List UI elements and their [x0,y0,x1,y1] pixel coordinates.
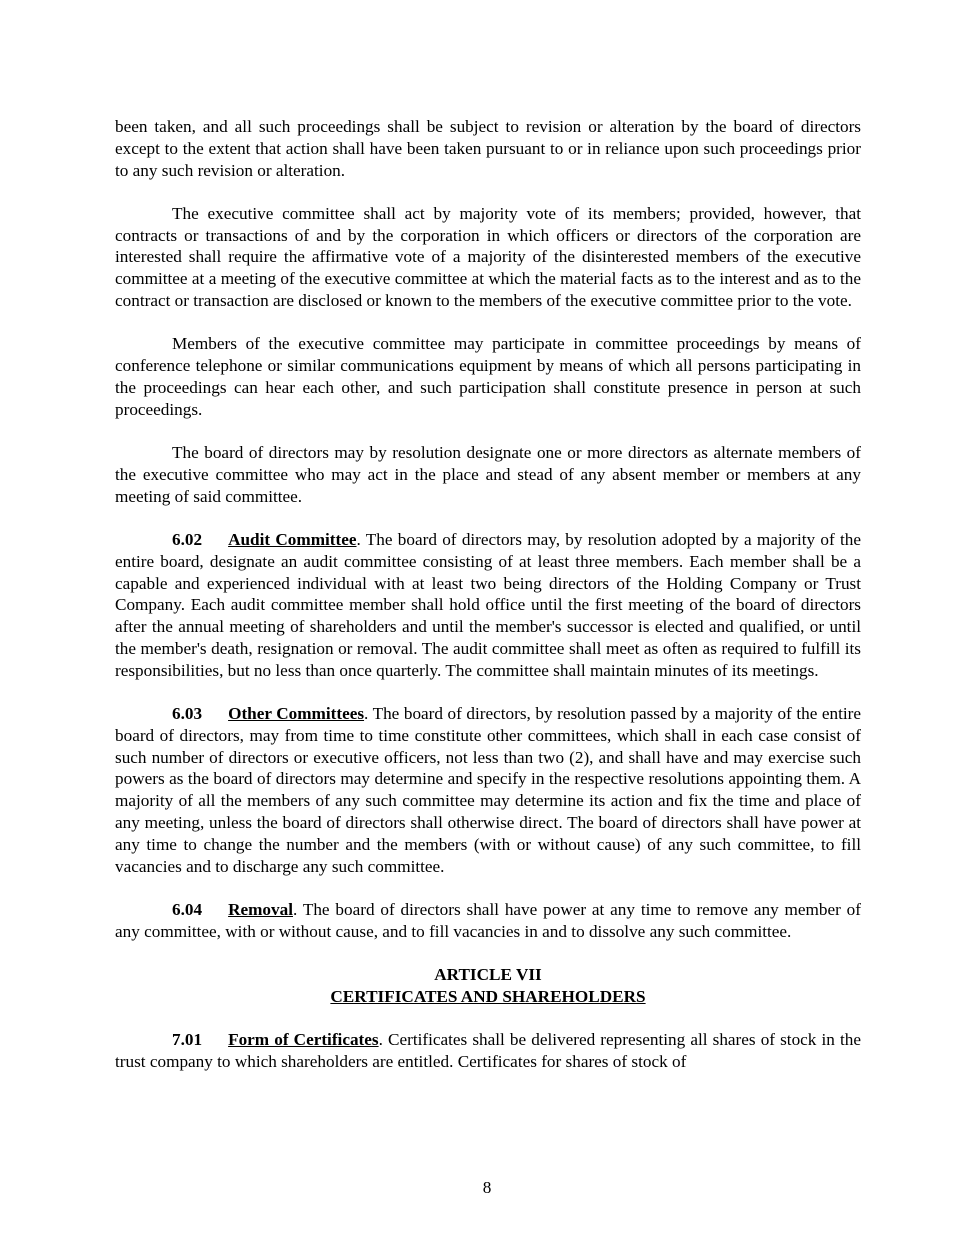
document-body [115,116,861,1094]
section-text: . The board of directors shall have power at any time to remove any member of any committee, with or without cause, and to fill vacancies in and to dissolve any such committee. [115,899,861,941]
article-number: ARTICLE VII [434,965,542,984]
section-number: 7.01 [172,1030,203,1050]
section-title: Form of Certificates [228,1030,379,1050]
section-7-01 [115,1029,861,1073]
article-heading [115,964,861,1008]
section-number: 6.02 [172,529,203,549]
section-6-04 [115,899,861,943]
article-title: CERTIFICATES AND SHAREHOLDERS [330,986,646,1006]
section-number: 6.04 [172,899,203,919]
section-title: Removal [228,899,293,919]
page-number: 8 [482,1178,492,1197]
section-text: . The board of directors, by resolution passed by a majority of the entire board of directors, may from time to time constitute other committees, which shall in each case consist of such number of directors or executive officers, not less than two (2), and shall have and may exercise such powers as the board of directors may determine and specify in the respective resolutions appointing them. A majority of all the members of any such committee may determine its action and fix the time and place of any meeting, unless the board of directors shall otherwise direct. The board of directors shall have power at any time to change the number and the members (with or without cause) of any such committee, to fill vacancies and to discharge any such committee. [115,704,861,876]
section-title: Other Committees [228,704,365,724]
section-6-03 [115,703,861,877]
section-text: . Certificates shall be delivered representing all shares of stock in the trust company to which shareholders are entitled. Certificates for shares of stock of [115,1030,861,1071]
paragraph-alternate-members: The board of directors may by resolution designate one or more directors as alternate members of the executive committee who may act in the place and stead of any absent member or members at any meeting of said committee. [115,443,861,506]
paragraph-majority-vote: The executive committee shall act by majority vote of its members; provided, however, that contracts or transactions of and by the corporation in which officers or directors of the corporation are interested shall require the affirmative vote of a majority of the disinterested members of the executive committee at a meeting of the executive committee at which the material facts as to the interest and as to the contract or transaction are disclosed or known to the members of the executive committee prior to the vote. [115,203,861,311]
paragraph-conference-telephone: Members of the executive committee may participate in committee proceedings by means of conference telephone or similar communications equipment by means of which all persons participating in the proceedings can hear each other, and such participation shall constitute presence in person at such proceedings. [115,334,861,419]
section-title: Audit Committee [228,529,357,549]
paragraph-continuation: been taken, and all such proceedings shall be subject to revision or alteration by the board of directors except to the extent that action shall have been taken pursuant to or in reliance upon such proceedings prior to any such revision or alteration. [115,117,861,180]
section-text: . The board of directors may, by resolution adopted by a majority of the entire board, designate an audit committee consisting of at least three members. Each member shall be a capable and experienced individual with at least two being directors of the Holding Company or Trust Company. Each audit committee member shall hold office until the first meeting of the board of directors after the annual meeting of shareholders and until the member's successor is elected and qualified, or until the member's death, resignation or removal. The audit committee shall meet as often as required to fulfill its responsibilities, but no less than once quarterly. The committee shall maintain minutes of its meetings. [115,529,861,680]
section-6-02 [115,529,861,682]
section-number: 6.03 [172,704,203,724]
